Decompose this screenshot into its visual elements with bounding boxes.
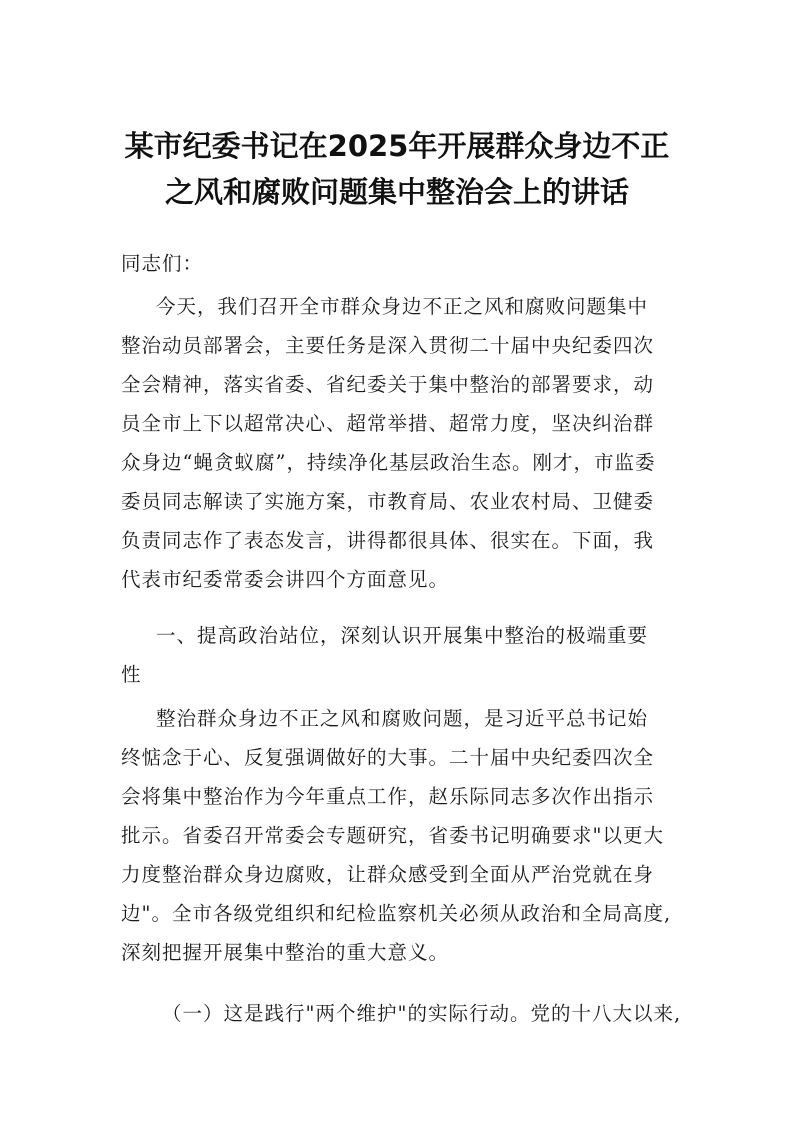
paragraph-line: 深刻把握开展集中整治的重大意义。 <box>121 941 450 964</box>
paragraph-line: 众身边“蝇贪蚁腐”，持续净化基层政治生态。刚才，市监委 <box>121 451 656 474</box>
section-heading: 一、提高政治站位，深刻认识开展集中整治的极端重要 <box>156 624 649 647</box>
document-title-line-2: 之风和腐败问题集中整治会上的讲话 <box>164 175 629 209</box>
paragraph-line: 整治动员部署会，主要任务是深入贯彻二十届中央纪委四次 <box>121 334 655 357</box>
paragraph-line: 全会精神，落实省委、省纪委关于集中整治的部署要求，动 <box>121 373 655 396</box>
subsection-heading: （一）这是践行"两个维护"的实际行动。党的十八大以来, <box>162 1002 682 1025</box>
paragraph-line: 终惦念于心、反复强调做好的大事。二十届中央纪委四次全 <box>121 746 655 769</box>
paragraph-line: 力度整治群众身边腐败，让群众感受到全面从严治党就在身 <box>121 863 655 886</box>
paragraph-line: 会将集中整治作为今年重点工作，赵乐际同志多次作出指示 <box>121 785 655 808</box>
paragraph-line: 员全市上下以超常决心、超常举措、超常力度，坚决纠治群 <box>121 412 655 435</box>
paragraph-line: 边"。全市各级党组织和纪检监察机关必须从政治和全局高度, <box>121 902 672 925</box>
paragraph-line: 批示。省委召开常委会专题研究，省委书记明确要求"以更大 <box>121 824 664 847</box>
paragraph-line: 委员同志解读了实施方案，市教育局、农业农村局、卫健委 <box>121 490 655 513</box>
salutation: 同志们： <box>121 252 204 275</box>
paragraph-line: 今天，我们召开全市群众身边不正之风和腐败问题集中 <box>156 295 649 318</box>
document-title-line-1: 某市纪委书记在2025年开展群众身边不正 <box>124 129 670 163</box>
paragraph-line: 整治群众身边不正之风和腐败问题，是习近平总书记始 <box>156 707 649 730</box>
paragraph-line: 代表市纪委常委会讲四个方面意见。 <box>121 568 450 591</box>
section-heading-continuation: 性 <box>121 663 142 686</box>
paragraph-line: 负责同志作了表态发言，讲得都很具体、很实在。下面，我 <box>121 529 655 552</box>
